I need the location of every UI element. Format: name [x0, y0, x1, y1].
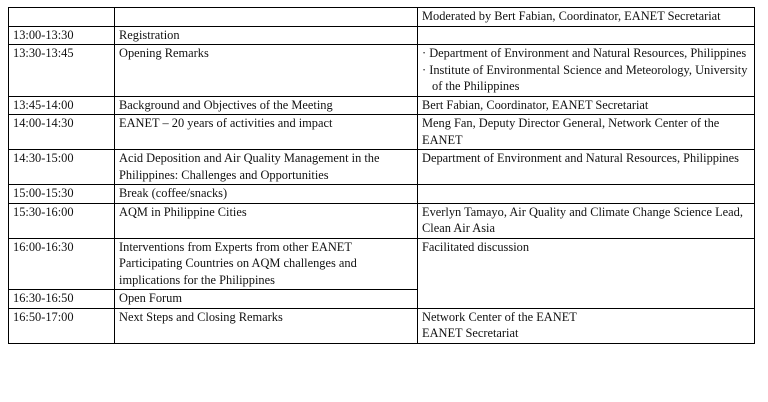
- time-cell: 16:30-16:50: [9, 290, 115, 309]
- time-cell: 16:50-17:00: [9, 308, 115, 343]
- time-cell: 13:30-13:45: [9, 45, 115, 97]
- time-cell: 15:00-15:30: [9, 185, 115, 204]
- speaker-cell: [418, 185, 755, 204]
- table-row: [9, 185, 755, 204]
- speaker-cell: Facilitated discussion: [418, 238, 755, 290]
- speaker-bullet: · Department of Environment and Natural Resources, Philippines: [422, 46, 747, 60]
- speaker-cell: [418, 308, 755, 343]
- speaker-line: Network Center of the EANET: [422, 309, 577, 324]
- time-cell: 13:45-14:00: [9, 96, 115, 115]
- agenda-item-cell: [115, 8, 418, 27]
- time-cell: 13:00-13:30: [9, 26, 115, 45]
- agenda-item-cell: Acid Deposition and Air Quality Management in the Philippines: Challenges and Opportunities: [115, 150, 418, 185]
- speaker-cell: [418, 290, 755, 309]
- time-cell: 16:00-16:30: [9, 238, 115, 290]
- agenda-item-cell: Break (coffee/snacks): [115, 185, 418, 204]
- agenda-table: [8, 7, 755, 344]
- table-row: [9, 308, 755, 343]
- agenda-item-cell: Interventions from Experts from other EANET Participating Countries on AQM challenges and implications for the Philippines: [115, 238, 418, 290]
- table-row: [9, 8, 755, 27]
- table-row: [9, 238, 755, 290]
- table-row: [9, 290, 755, 309]
- speaker-cell: Meng Fan, Deputy Director General, Network Center of the EANET: [418, 115, 755, 150]
- time-cell: 14:30-15:00: [9, 150, 115, 185]
- table-row: [9, 115, 755, 150]
- agenda-item-cell: Registration: [115, 26, 418, 45]
- agenda-item-cell: Next Steps and Closing Remarks: [115, 308, 418, 343]
- speaker-bullet: · Institute of Environmental Science and Meteorology, University of the Philippines: [422, 62, 748, 93]
- table-row: [9, 45, 755, 97]
- speaker-cell: [418, 26, 755, 45]
- agenda-item-cell: AQM in Philippine Cities: [115, 203, 418, 238]
- table-row: [9, 26, 755, 45]
- time-cell: [9, 8, 115, 27]
- agenda-item-cell: Open Forum: [115, 290, 418, 309]
- time-cell: 15:30-16:00: [9, 203, 115, 238]
- time-cell: 14:00-14:30: [9, 115, 115, 150]
- speaker-line: EANET Secretariat: [422, 326, 519, 340]
- table-row: [9, 96, 755, 115]
- speaker-cell: Everlyn Tamayo, Air Quality and Climate Change Science Lead, Clean Air Asia: [418, 203, 755, 238]
- table-row: [9, 203, 755, 238]
- speaker-cell: Moderated by Bert Fabian, Coordinator, EANET Secretariat: [418, 8, 755, 27]
- speaker-cell: [418, 45, 755, 97]
- agenda-item-cell: EANET – 20 years of activities and impact: [115, 115, 418, 150]
- table-row: [9, 150, 755, 185]
- agenda-item-cell: Background and Objectives of the Meeting: [115, 96, 418, 115]
- speaker-cell: Department of Environment and Natural Resources, Philippines: [418, 150, 755, 185]
- agenda-item-cell: Opening Remarks: [115, 45, 418, 97]
- speaker-cell: Bert Fabian, Coordinator, EANET Secretariat: [418, 96, 755, 115]
